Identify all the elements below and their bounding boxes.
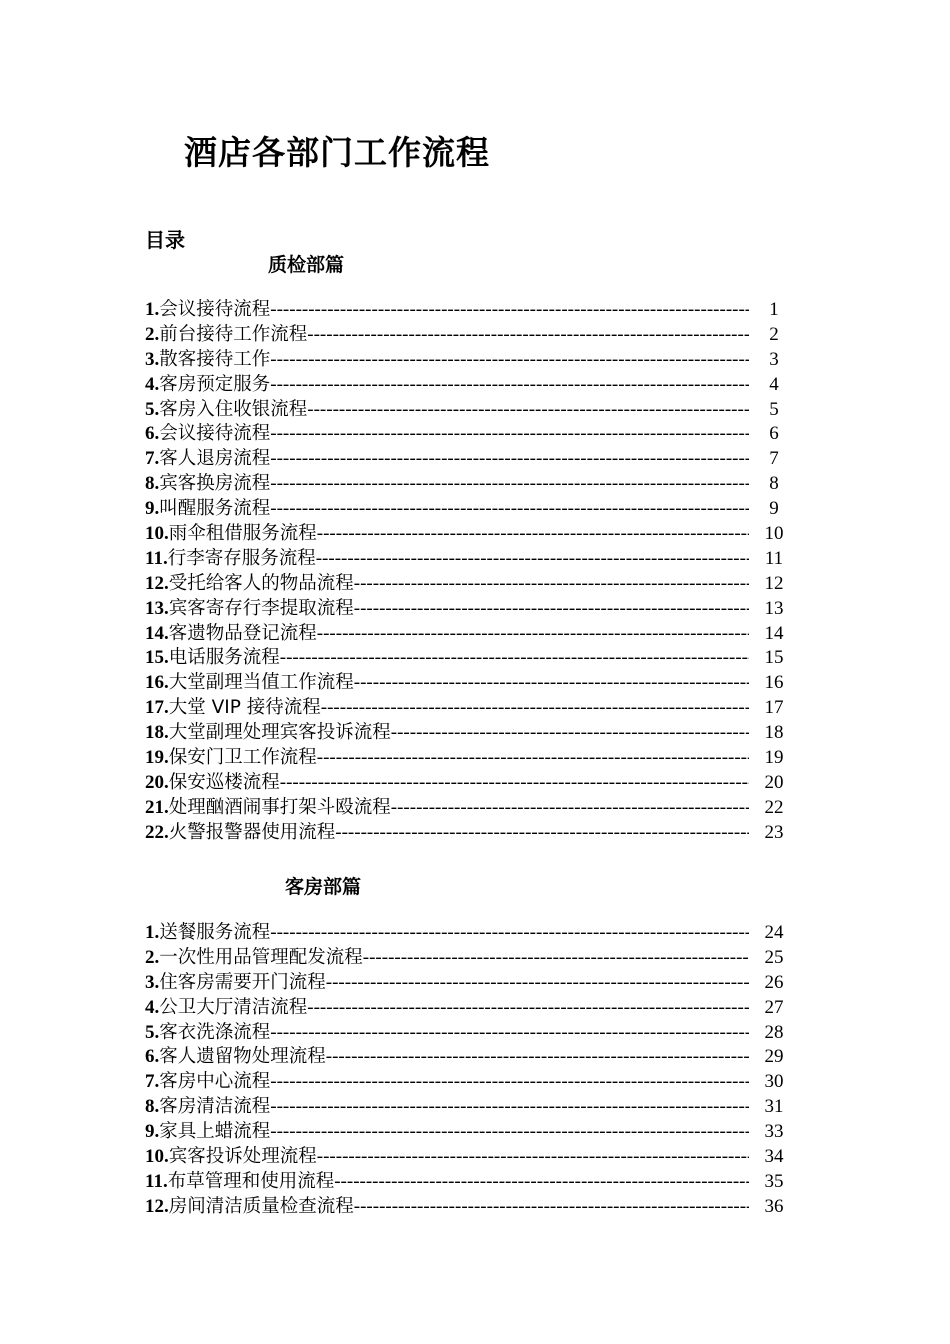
toc-entry-page: 33: [764, 1121, 784, 1143]
toc-entry-number: 13.: [145, 597, 169, 619]
toc-dot-leader: [391, 796, 749, 821]
toc-entry[interactable]: [145, 646, 795, 671]
toc-entry-page: 22: [764, 796, 784, 818]
toc-entry-page: 19: [764, 747, 784, 769]
toc-entry[interactable]: [145, 1120, 795, 1145]
toc-entry-title: 客房中心流程: [159, 1071, 271, 1093]
toc-entry[interactable]: [145, 721, 795, 746]
toc-entry-page: 16: [764, 672, 784, 694]
toc-entry[interactable]: [145, 373, 795, 398]
toc-entry[interactable]: [145, 1195, 795, 1220]
toc-entry-number: 21.: [145, 796, 169, 818]
toc-dot-leader: [280, 646, 749, 671]
toc-label: 目录: [145, 228, 185, 252]
toc-entry-page: 34: [764, 1146, 784, 1168]
document-title: 酒店各部门工作流程: [184, 133, 490, 172]
toc-entry-number: 20.: [145, 771, 169, 793]
toc-entry-number: 22.: [145, 821, 169, 843]
toc-entry-title: 会议接待流程: [159, 423, 271, 445]
toc-entry[interactable]: [145, 1021, 795, 1046]
section-heading-housekeeping: 客房部篇: [285, 876, 362, 898]
toc-entry[interactable]: [145, 996, 795, 1021]
toc-entry[interactable]: [145, 323, 795, 348]
toc-entry-title: 保安巡楼流程: [168, 771, 280, 793]
toc-entry-title: 宾客投诉处理流程: [168, 1146, 317, 1168]
toc-entry-page: 20: [764, 771, 784, 793]
toc-entry-title: 宾客换房流程: [159, 473, 271, 495]
toc-entry-title: 大堂副理当值工作流程: [168, 672, 354, 694]
toc-entry-page: 31: [764, 1096, 784, 1118]
toc-entry-page: 26: [764, 971, 784, 993]
toc-entry[interactable]: [145, 298, 795, 323]
toc-entry-title: 雨伞租借服务流程: [168, 523, 317, 545]
toc-entry-number: 2.: [145, 946, 160, 968]
toc-entry-title: 客人退房流程: [159, 448, 271, 470]
toc-dot-leader: [317, 522, 749, 547]
toc-entry-page: 12: [764, 572, 784, 594]
toc-dot-leader: [391, 721, 749, 746]
toc-entry-page: 28: [764, 1021, 784, 1043]
toc-entry-page: 7: [769, 448, 779, 470]
toc-entry-number: 16.: [145, 672, 169, 694]
toc-entry[interactable]: [145, 971, 795, 996]
toc-entry-title: 客房清洁流程: [159, 1096, 271, 1118]
toc-dot-leader: [307, 323, 749, 348]
toc-entry-title: 一次性用品管理配发流程: [159, 946, 363, 968]
toc-dot-leader: [363, 946, 749, 971]
toc-entry-number: 5.: [145, 1021, 160, 1043]
toc-entry-number: 10.: [145, 1146, 169, 1168]
toc-entry-title: 大堂 VIP 接待流程: [168, 697, 321, 719]
toc-entry-page: 17: [764, 697, 784, 719]
toc-entry-number: 1.: [145, 922, 160, 943]
toc-dot-leader: [307, 398, 749, 423]
toc-entry-page: 4: [769, 373, 779, 395]
toc-entry-page: 14: [764, 622, 784, 644]
toc-dot-leader: [317, 622, 749, 647]
toc-dot-leader: [270, 472, 749, 497]
toc-dot-leader: [326, 971, 749, 996]
toc-entry-number: 8.: [145, 473, 160, 495]
toc-entry[interactable]: [145, 572, 795, 597]
toc-dot-leader: [270, 447, 749, 472]
toc-dot-leader: [270, 298, 749, 323]
toc-dot-leader: [354, 671, 749, 696]
toc-entry-title: 客遗物品登记流程: [168, 622, 317, 644]
toc-dot-leader: [354, 1195, 749, 1220]
toc-entry-title: 客衣洗涤流程: [159, 1021, 271, 1043]
toc-entry-number: 3.: [145, 971, 160, 993]
toc-entry-number: 6.: [145, 423, 160, 445]
toc-entry-page: 24: [764, 922, 784, 943]
toc-entry[interactable]: [145, 671, 795, 696]
toc-entry[interactable]: [145, 398, 795, 423]
toc-entry-title: 电话服务流程: [168, 647, 280, 669]
toc-dot-leader: [270, 497, 749, 522]
toc-entry-number: 3.: [145, 348, 160, 370]
toc-entry-page: 5: [769, 398, 779, 420]
toc-entry[interactable]: [145, 472, 795, 497]
toc-dot-leader: [334, 1170, 749, 1195]
toc-list-housekeeping: [145, 921, 795, 1220]
toc-entry-title: 客房预定服务: [159, 373, 271, 395]
toc-dot-leader: [317, 1145, 749, 1170]
toc-entry-page: 15: [764, 647, 784, 669]
toc-entry[interactable]: [145, 1095, 795, 1120]
toc-entry-number: 15.: [145, 647, 169, 669]
toc-entry-page: 11: [764, 547, 784, 569]
toc-entry-number: 6.: [145, 1046, 160, 1068]
toc-entry[interactable]: [145, 746, 795, 771]
toc-entry-title: 前台接待工作流程: [159, 323, 308, 345]
toc-dot-leader: [280, 771, 749, 796]
toc-entry[interactable]: [145, 1045, 795, 1070]
toc-dot-leader: [270, 373, 749, 398]
toc-entry[interactable]: [145, 946, 795, 971]
toc-entry-title: 散客接待工作: [159, 348, 271, 370]
toc-entry-page: 13: [764, 597, 784, 619]
toc-entry-page: 8: [769, 473, 779, 495]
toc-dot-leader: [354, 597, 749, 622]
toc-entry-number: 10.: [145, 523, 169, 545]
toc-dot-leader: [270, 1070, 749, 1095]
toc-entry-number: 17.: [145, 697, 169, 719]
toc-dot-leader: [317, 746, 749, 771]
toc-entry-page: 25: [764, 946, 784, 968]
toc-dot-leader: [335, 821, 749, 846]
toc-entry-page: 9: [769, 498, 779, 520]
toc-entry-title: 住客房需要开门流程: [159, 971, 326, 993]
toc-entry-page: 27: [764, 996, 784, 1018]
toc-entry-number: 8.: [145, 1096, 160, 1118]
toc-dot-leader: [270, 348, 749, 373]
toc-entry[interactable]: [145, 921, 795, 946]
toc-entry[interactable]: [145, 796, 795, 821]
toc-entry[interactable]: [145, 622, 795, 647]
toc-entry-number: 14.: [145, 622, 169, 644]
toc-entry-page: 3: [769, 348, 779, 370]
toc-dot-leader: [326, 1045, 749, 1070]
toc-entry-title: 布草管理和使用流程: [167, 1170, 335, 1192]
toc-entry-title: 客人遗留物处理流程: [159, 1046, 326, 1068]
toc-dot-leader: [270, 422, 749, 447]
toc-dot-leader: [321, 696, 749, 721]
toc-entry-page: 6: [769, 423, 779, 445]
toc-entry-page: 29: [764, 1046, 784, 1068]
toc-entry-title: 大堂副理处理宾客投诉流程: [168, 722, 391, 744]
toc-entry[interactable]: [145, 821, 795, 846]
toc-entry[interactable]: [145, 497, 795, 522]
toc-entry-number: 9.: [145, 1121, 160, 1143]
section-heading-quality: 质检部篇: [268, 254, 345, 276]
toc-entry-title: 处理酗酒闹事打架斗殴流程: [168, 796, 391, 818]
toc-entry-title: 宾客寄存行李提取流程: [168, 597, 354, 619]
toc-entry-number: 4.: [145, 373, 160, 395]
toc-entry-page: 10: [764, 523, 784, 545]
toc-entry-title: 客房入住收银流程: [159, 398, 308, 420]
toc-entry-title: 受托给客人的物品流程: [168, 572, 354, 594]
toc-dot-leader: [270, 1120, 749, 1145]
toc-entry-number: 11.: [145, 547, 168, 569]
toc-dot-leader: [270, 921, 749, 946]
toc-dot-leader: [307, 996, 749, 1021]
toc-entry-title: 公卫大厅清洁流程: [159, 996, 308, 1018]
toc-entry[interactable]: [145, 447, 795, 472]
toc-entry[interactable]: [145, 522, 795, 547]
toc-entry[interactable]: [145, 1170, 795, 1195]
toc-entry-title: 火警报警器使用流程: [168, 821, 336, 843]
toc-entry-title: 叫醒服务流程: [159, 498, 271, 520]
toc-entry-page: 2: [769, 323, 779, 345]
toc-entry-title: 送餐服务流程: [159, 922, 271, 943]
toc-entry-title: 会议接待流程: [159, 299, 271, 320]
toc-entry[interactable]: [145, 348, 795, 373]
toc-entry-title: 行李寄存服务流程: [167, 547, 316, 569]
toc-entry-page: 1: [769, 299, 779, 320]
toc-entry[interactable]: [145, 1070, 795, 1095]
toc-entry[interactable]: [145, 422, 795, 447]
toc-entry-number: 4.: [145, 996, 160, 1018]
toc-entry-number: 18.: [145, 722, 169, 744]
toc-entry-title: 家具上蜡流程: [159, 1121, 271, 1143]
toc-entry-number: 5.: [145, 398, 160, 420]
toc-entry-page: 36: [764, 1195, 784, 1217]
toc-entry[interactable]: [145, 696, 795, 721]
toc-entry-page: 30: [764, 1071, 784, 1093]
toc-entry-number: 12.: [145, 1195, 169, 1217]
toc-entry[interactable]: [145, 771, 795, 796]
toc-entry-number: 7.: [145, 448, 160, 470]
toc-entry[interactable]: [145, 1145, 795, 1170]
toc-entry-number: 2.: [145, 323, 160, 345]
toc-dot-leader: [270, 1095, 749, 1120]
toc-entry[interactable]: [145, 547, 795, 572]
toc-list-quality: [145, 298, 795, 846]
toc-entry-page: 23: [764, 821, 784, 843]
toc-entry-page: 18: [764, 722, 784, 744]
toc-entry-title: 房间清洁质量检查流程: [168, 1195, 354, 1217]
toc-entry[interactable]: [145, 597, 795, 622]
toc-dot-leader: [354, 572, 749, 597]
toc-dot-leader: [316, 547, 749, 572]
toc-entry-number: 19.: [145, 747, 169, 769]
toc-entry-number: 12.: [145, 572, 169, 594]
toc-dot-leader: [270, 1021, 749, 1046]
toc-entry-title: 保安门卫工作流程: [168, 747, 317, 769]
toc-entry-number: 9.: [145, 498, 160, 520]
toc-entry-number: 7.: [145, 1071, 160, 1093]
toc-entry-number: 1.: [145, 299, 160, 320]
toc-entry-number: 11.: [145, 1170, 168, 1192]
toc-entry-page: 35: [764, 1170, 784, 1192]
